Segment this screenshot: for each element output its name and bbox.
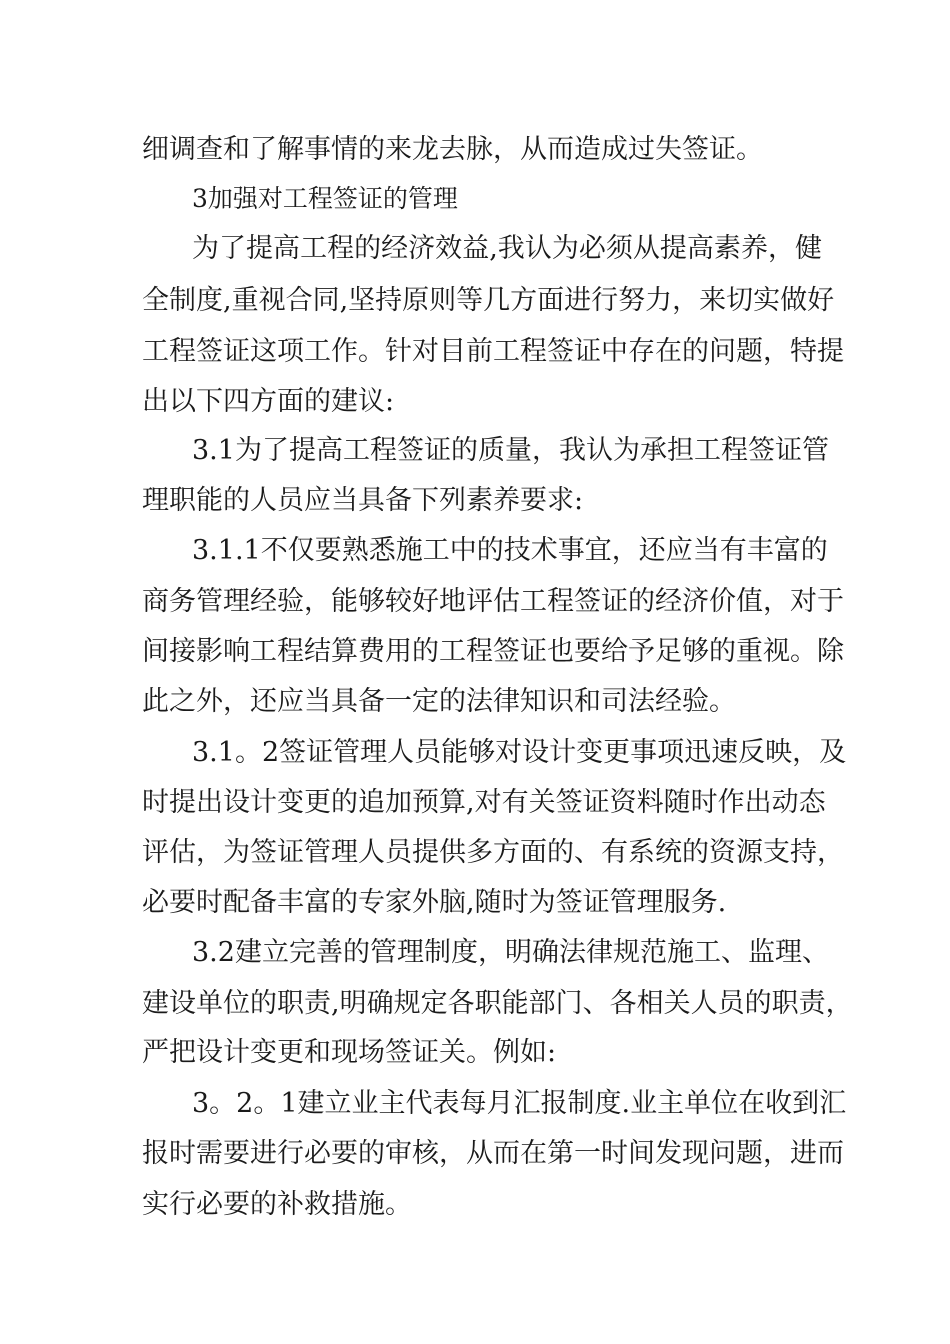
text-line: 此之外，还应当具备一定的法律知识和司法经验。 (142, 686, 736, 717)
text-line: 实行必要的补救措施。 (142, 1189, 412, 1220)
text-line: 报时需要进行必要的审核，从而在第一时间发现问题，进而 (142, 1138, 844, 1169)
text-line: 工程签证这项工作。针对目前工程签证中存在的问题，特提 (142, 336, 844, 367)
text-line: 商务管理经验，能够较好地评估工程签证的经济价值，对于 (142, 586, 844, 617)
text-line: 3.1.1不仅要熟悉施工中的技术事宜，还应当有丰富的 (192, 535, 828, 566)
text-line: 严把设计变更和现场签证关。例如: (142, 1037, 557, 1068)
text-line: 为了提高工程的经济效益,我认为必须从提高素养，健 (192, 233, 822, 264)
text-line: 出以下四方面的建议: (142, 386, 395, 417)
text-line: 建设单位的职责,明确规定各职能部门、各相关人员的职责， (142, 988, 853, 1019)
text-line: 时提出设计变更的追加预算,对有关签证资料随时作出动态 (142, 787, 826, 818)
text-line: 理职能的人员应当具备下列素养要求: (142, 485, 584, 516)
text-line: 3.2建立完善的管理制度，明确法律规范施工、监理、 (192, 937, 829, 968)
text-line: 3.1为了提高工程签证的质量，我认为承担工程签证管 (192, 435, 829, 466)
text-line: 3。2。1建立业主代表每月汇报制度.业主单位在收到汇 (192, 1088, 847, 1119)
text-line: 3.1。2签证管理人员能够对设计变更事项迅速反映，及 (192, 737, 847, 768)
text-line: 全制度,重视合同,坚持原则等几方面进行努力，来切实做好 (142, 285, 835, 316)
text-line: 间接影响工程结算费用的工程签证也要给予足够的重视。除 (142, 636, 844, 667)
section-heading: 3加强对工程签证的管理 (192, 184, 458, 213)
text-line: 评估，为签证管理人员提供多方面的、有系统的资源支持， (142, 837, 844, 868)
text-line: 必要时配备丰富的专家外脑,随时为签证管理服务. (142, 887, 727, 918)
text-line: 细调查和了解事情的来龙去脉，从而造成过失签证。 (142, 134, 763, 165)
